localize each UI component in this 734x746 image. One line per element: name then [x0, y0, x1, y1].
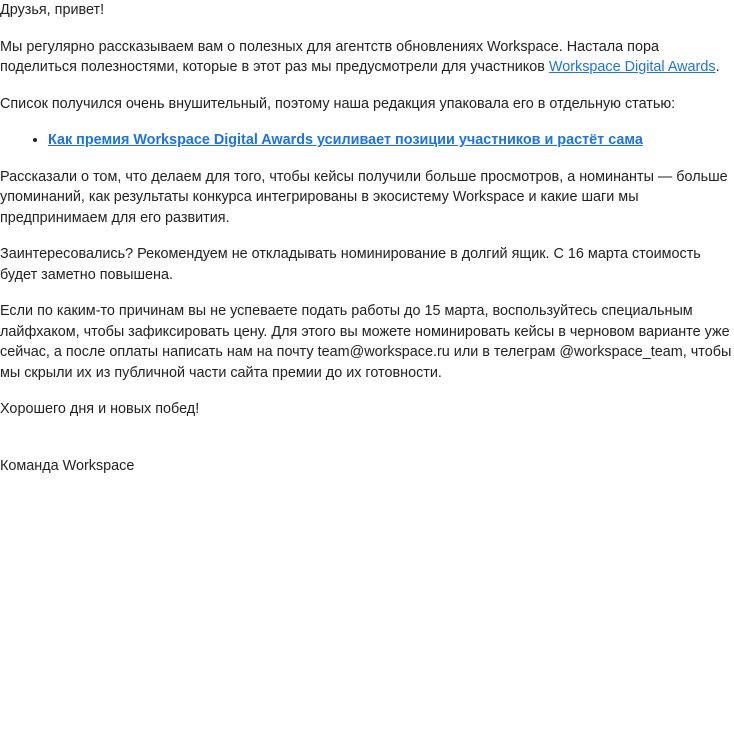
signature: Команда Workspace [0, 458, 135, 474]
summary-paragraph: Рассказали о том, что делаем для того, чтобы кейсы получили больше просмотров, а номинанты — больше упоминаний, как результаты конкурса интегрированы в экосистему Workspace и какие шаги мы предпринимаем для его развития. [0, 168, 728, 226]
intro-after: . [715, 59, 720, 75]
lifehack-paragraph: Если по каким-то причинам вы не успеваете подать работы до 15 марта, воспользуйтесь специальным лайфхаком, чтобы зафиксировать цену. Для этого вы можете номинировать кейсы в черновом варианте уже сейчас, а после оплаты написать нам на почту team@workspace.ru или в телеграм @workspace_team, чтобы мы скрыли их из публичной части сайта премии до их готовности. [0, 303, 732, 381]
spacer [0, 436, 734, 457]
list-item [48, 130, 734, 151]
list-intro: Список получился очень внушительный, поэтому наша редакция упаковала его в отдельную статью: [0, 95, 676, 112]
article-list [0, 130, 734, 151]
closing-paragraph: Хорошего дня и новых побед! [0, 401, 200, 417]
article-link[interactable]: Как премия Workspace Digital Awards усиливает позиции участников и растёт сама [48, 132, 643, 148]
intro-text: Мы регулярно рассказываем вам о полезных для агентств обновлениях Workspace. Настала пора поделиться полезностями, которые в этот раз мы предусмотрели для участников [0, 38, 659, 75]
deadline-paragraph: Заинтересовались? Рекомендуем не откладывать номинирование в долгий ящик. С 16 марта стоимость будет заметно повышена. [0, 246, 701, 283]
intro-paragraph [0, 37, 734, 78]
awards-link[interactable]: Workspace Digital Awards [548, 59, 716, 75]
greeting: Друзья, привет! [0, 2, 105, 18]
